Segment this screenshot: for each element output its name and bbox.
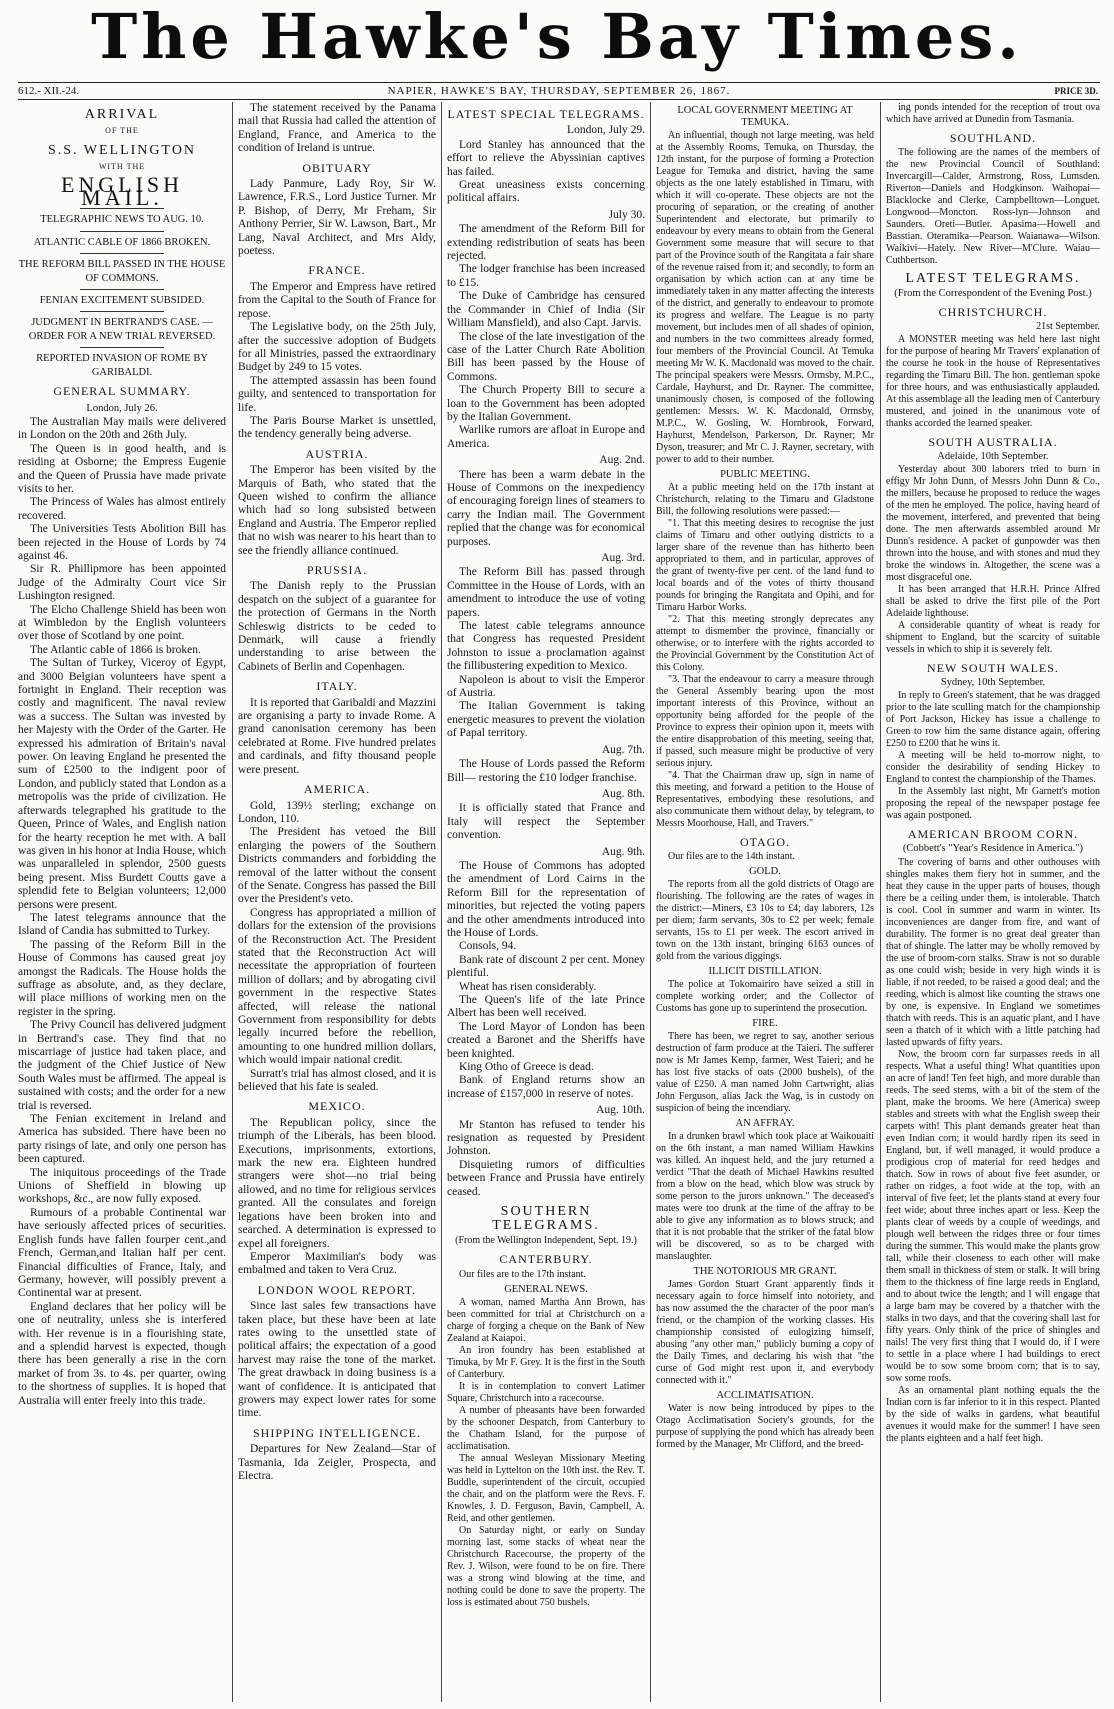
paragraph: The latest cable telegrams announce that Congress has requested President Johnston to issue a proclamation against the fillibustering expedition to Mexico. [447, 620, 645, 673]
section-heading: SOUTH AUSTRALIA. [928, 435, 1058, 449]
section-heading: AMERICAN BROOM CORN. [907, 827, 1079, 841]
paragraph: "2. That this meeting strongly deprecates any attempt to dismember the province, financially or otherwise, or to interfere with the rights accorded to the Provincial Government by the Constitution Act of this Colony. [656, 614, 874, 673]
subheading: LOCAL GOVERNMENT MEETING AT TEMUKA. [677, 105, 853, 128]
dateline: London, July 29. [567, 124, 645, 137]
dateline: July 30. [608, 208, 645, 221]
section-heading: SHIPPING INTELLIGENCE. [253, 1425, 421, 1440]
paragraph: In reply to Green's statement, that he was dragged prior to the late sculling match for the championship of Port Jackson, Hickey has issue a challenge to Green to row him the same distance again, offering £250 to £200 that he wins it. [886, 690, 1100, 749]
paragraph: The Queen's life of the late Prince Albert has been well received. [447, 994, 645, 1020]
caption-line: FENIAN EXCITEMENT SUBSIDED. [39, 295, 205, 307]
paragraph: Gold, 139½ sterling; exchange on London, 110. [238, 799, 436, 825]
paragraph: James Gordon Stuart Grant apparently finds it necessary again to force himself into notoriety, and has now assumed the the character of the poor man's friend, or the champion of the working classes. His championship consisted of eulogizing himself, abusing "any other man," publicly burning a copy of the Daily Times, and declaring his wish that "the curse of God might rest upon it, and everybody connected with it." [656, 1279, 874, 1386]
paragraph: Surratt's trial has almost closed, and it is believed that his fate is sealed. [238, 1067, 436, 1094]
paragraph: The statement received by the Panama mail that Russia had called the attention of England, France, and America to the condition of Ireland is untrue. [238, 102, 436, 155]
section-heading: CHRISTCHURCH. [938, 305, 1048, 319]
paragraph: The following are the names of the members of the new Provincial Council of Southland: Invercargill—Calder, Armstrong, Ross, Lumsden. Riverton—Daniels and Hodgkinson. Waihopai—Blacklocke and Clerke, Campbelltown—Longuet. Longwood—Moncton. Ross-lyn—Johnson and Saunders. Oreti—Butler. Apasima—Howell and Basstian. Oteramika—Pearson. Waianawa—Wilson. Waikivi—Hately. New River—M'Clure. Waiau—Cuthbertson. [886, 147, 1100, 266]
section-heading: AUSTRIA. [305, 446, 369, 461]
paragraph: The Australian May mails were delivered in London on the 20th and 26th July. [18, 415, 226, 442]
paragraph: As an ornamental plant nothing equals the the Indian corn is far inferior to it in this respect. Planted by the side of walks in gardens, what beautiful avenues it would make for the summer! I have seen the plants eighteen and a half feet high. [886, 1385, 1100, 1444]
paragraph: A meeting will be held to-morrow night, to consider the desirability of sending Hickey to England to contest the championship of the Thames. [886, 750, 1100, 785]
paragraph: The Church Property Bill to secure a loan to the Government has been adopted by the Italian Government. [447, 384, 645, 423]
paragraph: The iniquitous proceedings of the Trade Unions of Sheffield in blowing up workshops, &c., are now fully exposed. [18, 1166, 226, 1206]
paragraph: Great uneasiness exists concerning political affairs. [447, 179, 645, 205]
dateline: Aug. 3rd. [601, 552, 645, 564]
divider [80, 231, 163, 232]
paragraph: The Elcho Challenge Shield has been won at Wimbledon by the English volunteers over those of Scotland by one point. [18, 603, 226, 643]
paragraph: Napoleon is about to visit the Emperor of Austria. [447, 673, 645, 700]
paragraph: The Republican policy, since the triumph of the Liberals, has been blood. Executions, imprisonments, extortions, mark the new era. Eighteen hundred strangers were shot—no trial being allowed, and no time for religious services granted. All the consulates and foreign legations have been broken into and searched. A determination is expressed to expel all foreigners. [238, 1116, 436, 1250]
heading-ship: S.S. WELLINGTON [47, 142, 197, 158]
section-heading: PRUSSIA. [306, 563, 368, 577]
paragraph: Emperor Maximilian's body was embalmed and taken to Vera Cruz. [238, 1250, 436, 1277]
divider [80, 253, 163, 254]
paragraph: Bank of England returns show an increase of £157,000 in reserve of notes. [447, 1074, 645, 1100]
caption-line: ATLANTIC CABLE OF 1866 BROKEN. [33, 236, 211, 248]
dateline: 21st September. [1036, 321, 1100, 332]
dateline-bar [18, 82, 1100, 100]
column-rule [232, 102, 233, 1702]
subheading: ACCLIMATISATION. [716, 1390, 814, 1401]
paragraph: A woman, named Martha Ann Brown, has been committed for trial at Christchurch on a charge of forging a cheque on the Bank of New Zealand at Kaiapoi. [447, 1297, 645, 1345]
section-heading: GENERAL SUMMARY. [53, 384, 191, 399]
source-note: (Cobbett's "Year's Residence in America.") [902, 843, 1084, 854]
caption-line: THE REFORM BILL PASSED IN THE HOUSE OF COMMONS. [18, 259, 226, 284]
paragraph: Warlike rumors are afloat in Europe and America. [447, 424, 645, 450]
paragraph: The Emperor has been visited by the Marquis of Bath, who stated that the Queen wished to confirm the alliance which had so long subsisted between England and Austria. The Emperor replied that no wish was nearer to his heart than to see the friendly alliance continued. [238, 464, 436, 557]
column-4 [656, 102, 874, 1702]
section-heading: SOUTHLAND. [949, 131, 1037, 145]
paragraph: Bank rate of discount 2 per cent. Money plentiful. [447, 953, 645, 980]
subheading: AN AFFRAY. [735, 1118, 795, 1129]
paragraph: An influential, though not large meeting, was held at the Assembly Rooms, Temuka, on Thursday, the 12th instant, for the purpose of forming a Protection League for Temuka and district, having the same objects as the one lately established in Timaru, with which it will co-operate. These objects are not the procuring of separation, or the creating of another Superintendent and electorate, but primarily to endeavour by every means to obtain from the General Government some measure that will secure to that part of the Province south of the Rangitata a fair share of the revenue raised from it; and secondly, to form an organisation by which action can at any time be immediately taken in any matter affecting the interests of the district, and generally to endeavour to promote its progress and welfare. The League is no party movement, but includes men of all shades of opinion, and numbers in the two committees already formed, four members of the Provincial Council. At Temuka meeting Mr W. K. Macdonald was moved to the chair. The principal speakers were Messrs. Ormsby, M.P.C., Cardale, Hayhurst, and Dr. Rayner. The committee, unanimously chosen, is composed of the following gentlemen: Messrs. W. K. Macdonald, Ormsby, M.P.C., W. Gosling, W. Hornbrook, Forward, Hayhurst, Mendelson, Parkerson, Dr. Rayner; Mr Dyson, treasurer; and Mr C. J. Rayner, secretary, with power to add to their number. [656, 130, 874, 465]
paragraph: The amendment of the Reform Bill for extending redistribution of seats has been rejected. [447, 223, 645, 263]
dateline: Aug. 8th. [601, 787, 645, 800]
dateline: Aug. 7th. [601, 743, 645, 756]
paragraph: England declares that her policy will be one of neutrality, unless she is interfered with. Her revenue is in a flourishing state, and a splendid harvest is expected, though there has been generally a rise in the corn market of from 3s. to 4s. per quarter, owing to the shortness of supplies. It is hoped that Australia will enter freely into this trade. [18, 1300, 226, 1407]
paragraph: Lord Stanley has announced that the effort to relieve the Abyssinian captives has failed. [447, 138, 645, 178]
paragraph: It is reported that Garibaldi and Mazzini are organising a party to invade Rome. A grand canonisation ceremony has been celebrated at Rome. Five hundred prelates and cardinals, and fifty thousand people were present. [238, 696, 436, 776]
paragraph: The Italian Government is taking energetic measures to prevent the violation of Papal territory. [447, 700, 645, 740]
paragraph: The Queen is in good health, and is residing at Osborne; the Empress Eugenie and the Queen of Prussia have made private visits to her. [18, 442, 226, 495]
section-heading: FRANCE. [308, 263, 366, 278]
column-5 [886, 102, 1100, 1702]
dateline-text: NAPIER, HAWKE'S BAY, THURSDAY, SEPTEMBER 26, 1867. [387, 85, 731, 97]
column-3 [447, 102, 645, 1702]
paragraph: A number of pheasants have been forwarded by the schooner Despatch, from Canterbury to the Chatham Island, for the purpose of acclimatisation. [447, 1405, 645, 1453]
paragraph: It has been arranged that H.R.H. Prince Alfred shall be asked to drive the first pile of the Port Adelaide lighthouse. [886, 584, 1100, 619]
dateline: Aug. 2nd. [599, 454, 645, 467]
column-2 [238, 102, 436, 1702]
section-heading: CANTERBURY. [499, 1251, 593, 1266]
paragraph: Congress has appropriated a million of dollars for the extension of the provisions of the Reconstruction Act. The President stated that the Reconstruction Act will necessitate the appropriation of fourteen million of dollars; and by abrogating civil government in the respective States affected, will release the national Government from responsibility for debts legally incurred before the rebellion, amounting to one hundred million dollars, which would impair national credit. [238, 906, 436, 1067]
paragraph: The Lord Mayor of London has been created a Baronet and the Sheriffs have been knighted. [447, 1020, 645, 1060]
paragraph: King Otho of Greece is dead. [459, 1061, 594, 1074]
source-note: (From the Wellington Independent, Sept. 19.) [455, 1234, 637, 1246]
paragraph: The House of Lords passed the Reform Bill— restoring the £10 lodger franchise. [447, 758, 645, 784]
paragraph: Since last sales few transactions have taken place, but these have been at late rates owing to the unsettled state of political affairs; the expectation of a good harvest may raise the tone of the market. The great drawback in doing business is a want of confidence. It is anticipated that growers may expect lower rates for some time. [238, 1300, 436, 1420]
caption-line: JUDGMENT IN BERTRAND'S CASE. —ORDER FOR A NEW TRIAL REVERSED. [28, 317, 216, 342]
paragraph: The close of the late investigation of the case of the Latter Church Rate Abolition Bill has been passed by the House of Commons. [447, 330, 645, 383]
column-rule [650, 102, 651, 1702]
paragraph: Departures for New Zealand—Star of Tasmania, Ida Zeigler, Prospecta, and Electra. [238, 1443, 436, 1482]
heading-english-mail: ENGLISH MAIL. [60, 171, 184, 211]
paragraph: The covering of barns and other outhouses with shingles makes them fiery hot in summer, and the heat they cause in the upper parts of houses, though there be a ceiling under them, is intolerable. Thatch is cool. Cool in summer and warm in winter. Its inconveniences are danger from fire, and want of durability. The former is no great deal greater than that of shingle. The latter may be wholly removed by the use of broom-corn stalks. Straw is not so durable as one could wish; beside in very high winds it is liable, if not reeded, to be raised a good deal; and the reeding, which is almost like counting the straws one by one, is expensive. In England we sometimes thatch with reeds. This is an aquatic plant, and I have seen a thatch of it which with a little patching had lasted upwards of fifty years. [886, 857, 1100, 1048]
column-rule [441, 102, 442, 1702]
paragraph: The Legislative body, on the 25th July, after the successive adoption of Budgets for all Ministries, passed the extraordinary Budget by 249 to 15 votes. [238, 321, 436, 374]
paragraph: Disquieting rumors of difficulties between France and Prussia have entirely ceased. [447, 1158, 645, 1198]
paragraph: The latest telegrams announce that the Island of Candia has submitted to Turkey. [18, 911, 226, 938]
paragraph: The annual Wesleyan Missionary Meeting was held in Lyttelton on the 10th inst. the Rev. T. Buddle, superintendent of the circuit, occupied the chair, and on the platform were the Revs. F. Knowles, J. D. Ferguson, Bavin, Campbell, A. Reid, and other gentlemen. [447, 1453, 645, 1525]
paragraph: The Reform Bill has passed through Committee in the House of Lords, with an amendment to introduce the use of voting papers. [447, 566, 645, 619]
section-heading: OTAGO. [739, 835, 791, 849]
section-heading: NEW SOUTH WALES. [927, 661, 1059, 675]
divider [80, 347, 163, 348]
paragraph: Lady Panmure, Lady Roy, Sir W. Lawrence, F.R.S., Lord Justice Turner. Mr P. Bishop, of Derry, Mr Freham, Sir Anthony Perrier, Sir W. Lawson, Bart., Mr Lang, Naval Architect, and Mrs Aldy, poetess. [238, 178, 436, 258]
source-note: (From the Correspondent of the Evening Post.) [894, 288, 1092, 299]
paragraph: The Danish reply to the Prussian despatch on the subject of a guarantee for the protection of Germans in the North Schleswig districts to be ceded to Denmark, will cause a friendly understanding to arise between the Cabinets of Berlin and Copenhagen. [238, 580, 436, 673]
paragraph: A MONSTER meeting was held here last night for the purpose of hearing Mr Travers' explanation of the course he took in the house of Representatives regarding the Timaru Bill. The hon. gentleman spoke for three hours, and was enthusiastically applauded. At this assemblage all the leading men of Canterbury mustered, and joined in the unanimous vote of thanks accorded the learned speaker. [886, 334, 1100, 429]
heading-arrival: ARRIVAL [84, 107, 160, 122]
dateline: Sydney, 10th September. [940, 677, 1046, 688]
paragraph: In a drunken brawl which took place at Waikouaiti on the 6th instant, a man named William Hawkins was killed. An inquest held, and the jury returned a verdict "That the death of Michael Hawkins resulted from a blow on the head, which blow was struck by some person to the jurors unknown." The deceased's mates were too drunk at the time of the affray to be able to give any information as to blows struck; and that it is not probable that the striker of the fatal blow will be discovered, so as to be charged with manslaughter. [656, 1131, 874, 1262]
divider [80, 311, 163, 312]
column-rule [880, 102, 881, 1702]
paragraph: The Paris Bourse Market is unsettled, the tendency generally being adverse. [238, 414, 436, 441]
paragraph: The lodger franchise has been increased to £15. [447, 263, 645, 289]
paragraph: Rumours of a probable Continental war have seriously affected prices of securities. English funds have fallen fourper cent.,and French, German,and Italian half per cent. Financial difficulties of France, Italy, and Germany, however, will possibly prevent a Continental war at present. [18, 1206, 226, 1300]
paragraph: "1. That this meeting desires to recognise the just claims of Timaru and other outlying districts to a larger share of the revenue than has hitherto been appropriated to them, and in particular, approves of the grant of twenty-five per cent. of the land fund to local boards and of the votes of thirty thousand pounds for bringing the Rangitata and Opihi, and for Timaru Harbor Works. [656, 518, 874, 613]
paragraph: On Saturday night, or early on Sunday morning last, some stacks of wheat near the Christchurch Racecourse, the property of the Rev. J. Wilson, were found to be on fire. There was a strong wind blowing at the time, and nothing could be done to save the property. The loss is estimated about 750 bushels. [447, 1525, 645, 1609]
paragraph: The House of Commons has adopted the amendment of Lord Cairns in the Reform Bill for the representation of minorities, but rejected the voting papers and the other amendments introduced into the House of Lords. [447, 859, 645, 939]
subheading: GOLD. [749, 866, 781, 877]
subheading: THE NOTORIOUS MR GRANT. [693, 1266, 837, 1277]
section-heading: ITALY. [316, 679, 358, 694]
paragraph: The passing of the Reform Bill in the House of Commons has caused great joy amongst the Radicals. The House holds the suffrage as absolute, and, as they declare, will place millions of working men on the register in the spring. [18, 938, 226, 1018]
dateline: Adelaide, 10th September. [937, 451, 1049, 462]
paragraph: The Atlantic cable of 1866 is broken. [30, 643, 201, 656]
paragraph: The Sultan of Turkey, Viceroy of Egypt, and 3000 Belgian volunteers have spent a fortnight in England. Their reception was costly and magnificent. The naval review was a success. The Sultan was invested by her Majesty with the Order of the Garter. He expressed his admiration of Britain's naval power. On leaving England he presented the sum of £2500 to the indigent poor of London, and publicly stated that London as a metropolis was the pride of civilization. He afterwards telegraphed his gratitude to the Queen, Prince of Wales, and English nation for the hearty reception he met with. A ball was given in his honor at India House, which was unparalleled in splendor, 2500 guests being present. Miss Burdett Coutts gave a splendid fete to Belgian volunteers; 12,000 persons were present. [18, 657, 226, 911]
masthead-title: The Hawke's Bay Times. [91, 0, 1023, 73]
paragraph: The police at Tokomairiro have seized a still in complete working order; and the Collector of Customs has gone up to superintend the prosecution. [656, 979, 874, 1014]
divider [80, 289, 163, 290]
paragraph: A considerable quantity of wheat is ready for shipment to England, but the scarcity of suitable vessels in which to ship it is severely felt. [886, 620, 1100, 655]
section-heading: SOUTHERN TELEGRAMS. [492, 1204, 600, 1233]
subheading: ILLICIT DISTILLATION. [708, 966, 822, 977]
paragraph: "3. That the endeavour to carry a measure through the General Assembly bearing upon the most important interests of this Province, without an opportunity being afforded for the people of the Province to express their opinion upon it, meets with the entire disapprobation of this meeting, seeing that, if passed, such measure might be productive of very serious injury. [656, 674, 874, 769]
paragraph: Consols, 94. [459, 940, 517, 953]
paragraph: The reports from all the gold districts of Otago are flourishing. The following are the rates of wages in the district:—Miners, £3 10s to £4; day laborers, 12s per diem; farm servants, 30s to £2 per week; female servants, 15s to £1 per week. The escort arrived in town on the 13th instant, bringing 6163 ounces of gold from the various diggings. [656, 879, 874, 962]
paragraph: ing ponds intended for the reception of trout ova which have arrived at Dunedin from Tasmania. [886, 102, 1100, 125]
section-heading: LATEST TELEGRAMS. [905, 271, 1081, 286]
paragraph: Our files are to the 14th instant. [668, 851, 795, 862]
paragraph: It is in contemplation to convert Latimer Square, Christchurch into a racecourse. [447, 1381, 645, 1405]
paragraph: "4. That the Chairman draw up, sign in name of this meeting, and forward a petition to the House of Representatives, embodying these resolutions, and also communicate them without delay, by telegram, to Messrs Moorhouse, Hall, and Travers." [656, 770, 874, 829]
column-1 [18, 102, 226, 1702]
paragraph: Now, the broom corn far surpasses reeds in all respects. What a useful thing! What quantities upon an acre of land! Ten feet high, and more durable than reeds. The seed stems, with a bit of the stem of the plant, make the brooms. We here (America) sweep stables and streets with what the English sweep their carpets with! This plant demands greater heat than even Indian corn; it would hardly ripen its seed in England, but, if well managed, it would produce a prodigious crop of material for reed hedges and thatch. Sow in rows of about five feet asunder, or rather on ridges, a foot wide at the top, with an interval of five feet; let the plants stand at every four feet wide; about three inches apart or less. Keep the plants clear of weeds by a couple of weedings, and plough well between the ridges three or four times during the summer. This would make the plants grow tall, while their closeness to each other will make them small in thickness of stem or stalk. It will bring them to the thickness of fine large reeds in England, and to about twice the length; and I will engage that a large barn may be covered by a thatcher with the stalks in two days, and that the covering shall last for fifty years. Only think of the price of shingles and nails! The very first thing that I would do, if I were to settle in a place where I had buildings to erect would be to sow some broom corn; that is to say, sow some roofs. [886, 1049, 1100, 1384]
paragraph: There has been a warm debate in the House of Commons on the inexpediency of encouraging foreign lines of steamers to carry the Indian mail. The Government replied that the change was for economical purposes. [447, 468, 645, 548]
heading-with: WITH THE [98, 162, 146, 172]
paragraph: It is officially stated that France and Italy will respect the September convention. [447, 802, 645, 842]
paragraph: The Privy Council has delivered judgment in Bertrand's case. They find that no miscarriage of justice had taken place, and the judgment of the Chief Justice of New South Wales must be affirmed. The appeal is sustained with costs; and the order for a new trial is reversed. [18, 1019, 226, 1112]
subheading: FIRE. [752, 1018, 778, 1029]
paragraph: The Princess of Wales has almost entirely recovered. [18, 496, 226, 522]
paragraph: The attempted assassin has been found guilty, and sentenced to transportation for life. [238, 374, 436, 414]
section-heading: OBITUARY [302, 160, 372, 175]
paragraph: Our files are to the 17th instant. [459, 1269, 586, 1281]
paragraph: Yesterday about 300 laborers tried to burn in effigy Mr John Dunn, of Messrs John Dunn & Co., the millers, because he proposed to reduce the wages of the men he employed. The police, having heard of the movement, interfered, and prevented that being done. The men afterwards assembled around Mr Dunn's residence. A packet of gunpowder was then thrown into the house, and with stones and mud they broke the windows in. Altogether, the scene was a most disgraceful one. [886, 464, 1100, 583]
paragraph: In the Assembly last night, Mr Garnett's motion proposing the repeal of the newspaper postage fee was again postponed. [886, 786, 1100, 821]
dateline: London, July 26. [86, 402, 158, 414]
paragraph: There has been, we regret to say, another serious destruction of farm produce at the Taieri. The sufferer now is Mr James Kemp, farmer, West Taieri; and he has lost five stacks of oats (2000 bushels), of the value of £250. A man named John Cartwright, alias John Ferguson, alias Jack the Wag, is in custody on suspicion of being the incendiary. [656, 1031, 874, 1114]
subheading: GENERAL NEWS. [504, 1284, 588, 1296]
dateline: Aug. 9th. [601, 845, 645, 858]
paragraph: The Emperor and Empress have retired from the Capital to the South of France for repose. [238, 280, 436, 320]
paragraph: An iron foundry has been established at Timuka, by Mr F. Grey. It is the first in the South of Canterbury. [447, 1345, 645, 1381]
price: PRICE 3D. [1054, 86, 1098, 96]
subheading: PUBLIC MEETING. [720, 469, 810, 480]
section-heading: LATEST SPECIAL TELEGRAMS. [447, 107, 645, 121]
section-heading: LONDON WOOL REPORT. [257, 1282, 417, 1297]
paragraph: The Universities Tests Abolition Bill has been rejected in the House of Lords by 74 against 46. [18, 523, 226, 562]
section-heading: AMERICA. [303, 782, 371, 797]
paragraph: At a public meeting held on the 17th instant at Christchurch, relating to the Timaru and Gladstone Bill, the following resolutions were passed:— [656, 482, 874, 517]
paragraph: The Duke of Cambridge has censured the Commander in Chief of India (Sir William Mansfield), and also Capt. Jarvis. [447, 290, 645, 330]
caption-line: TELEGRAPHIC NEWS TO AUG. 10. [40, 214, 204, 226]
paragraph: The President has vetoed the Bill enlarging the powers of the Southern Districts commanders and forbidding the removal of the latter without the consent of the Senate. Congress has passed the Bill over the President's veto. [238, 826, 436, 906]
paragraph: Mr Stanton has refused to tender his resignation as requested by President Johnston. [447, 1118, 645, 1158]
issue-number: 612.- XII.-24. [18, 85, 80, 97]
paragraph: Wheat has risen considerably. [459, 980, 597, 993]
paragraph: The Fenian excitement in Ireland and America has subsided. There have been no party risings of late, and only one person has been captured. [18, 1113, 226, 1166]
dateline: Aug. 10th. [596, 1104, 645, 1117]
heading-of: OF THE [105, 126, 139, 136]
section-heading: MEXICO. [308, 1099, 366, 1114]
paragraph: Water is now being introduced by pipes to the Otago Acclimatisation Society's grounds, for the purpose of supplying the pond which has already been formed by the Manager, Mr Clifford, and the breed- [656, 1403, 874, 1450]
paragraph: Sir R. Phillipmore has been appointed Judge of the Admiralty Court vice Sir Lushington resigned. [18, 563, 226, 603]
caption-line: REPORTED INVASION OF ROME BY GARIBALDI. [36, 353, 208, 378]
